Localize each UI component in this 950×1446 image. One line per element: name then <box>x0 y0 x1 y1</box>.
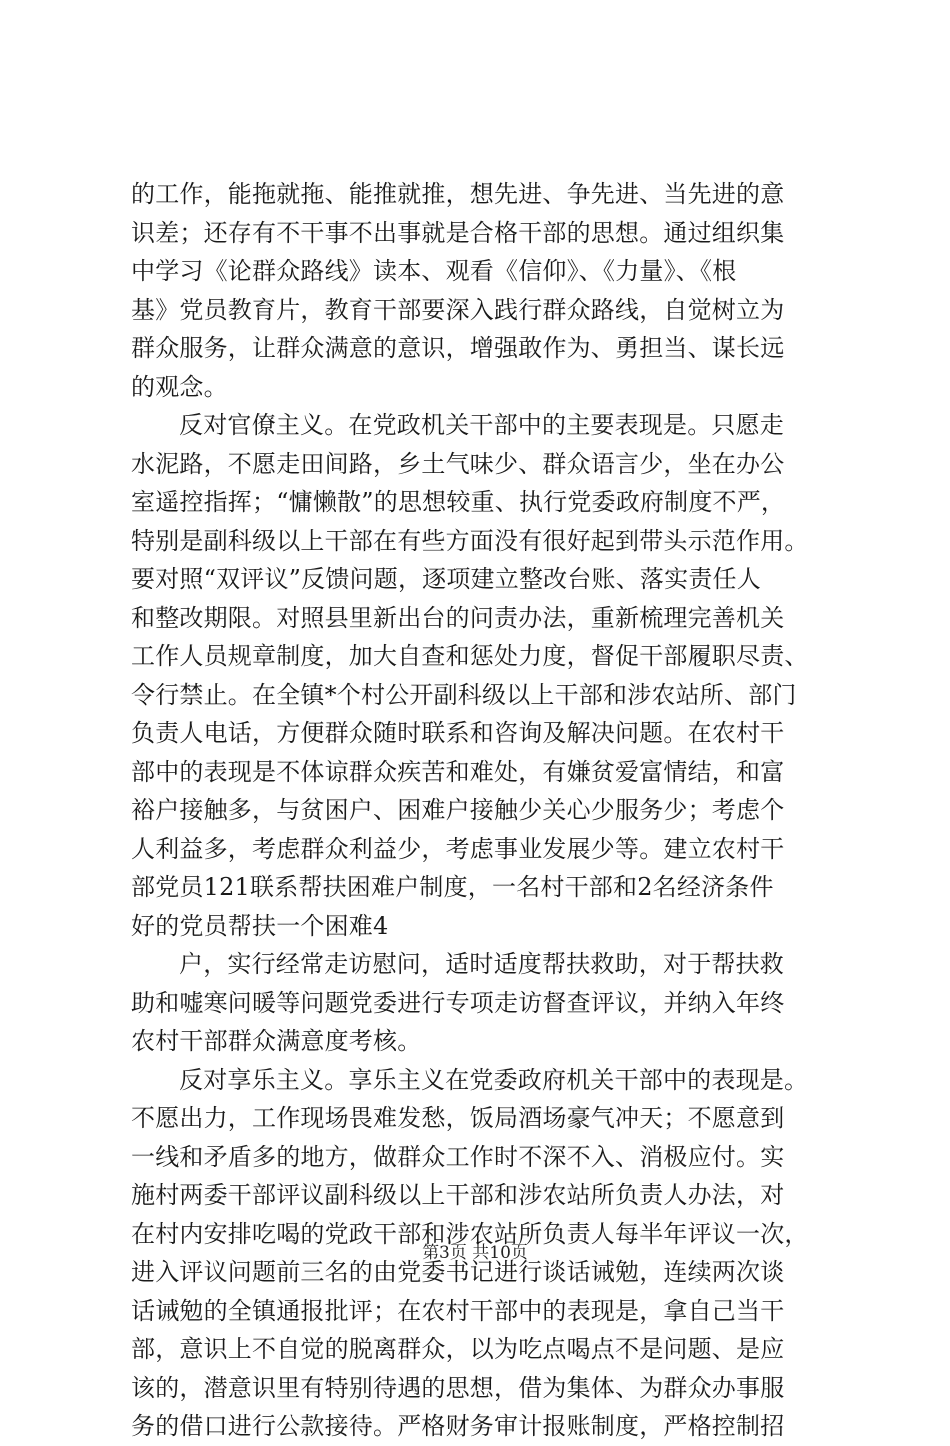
text-line: 要对照“双评议”反馈问题，逐项建立整改台账、落实责任人 <box>131 565 761 593</box>
paragraph-start-line: 反对享乐主义。享乐主义在党委政府机关干部中的表现是。 <box>179 1065 809 1094</box>
text-line: 该的，潜意识里有特别待遇的思想，借为集体、为群众办事服 <box>131 1373 785 1402</box>
text-line: 话诫勉的全镇通报批评；在农村干部中的表现是，拿自己当干 <box>131 1296 785 1325</box>
text-line: 的观念。 <box>131 372 228 401</box>
text-line: 施村两委干部评议副科级以上干部和涉农站所负责人办法，对 <box>131 1181 785 1209</box>
text-line: 进入评议问题前三名的由党委书记进行谈话诫勉，连续两次谈 <box>131 1258 785 1286</box>
text-line: 在村内安排吃喝的党政干部和涉农站所负责人每半年评议一次， <box>131 1219 809 1248</box>
text-line: 室遥控指挥；“慵懒散”的思想较重、执行党委政府制度不严， <box>131 488 786 516</box>
text-line: 务的借口进行公款接待。严格财务审计报账制度，严格控制招 <box>131 1412 785 1440</box>
text-line: 部，意识上不自觉的脱离群众，以为吃点喝点不是问题、是应 <box>131 1335 785 1363</box>
text-line: 工作人员规章制度，加大自查和惩处力度，督促干部履职尽责、 <box>131 642 809 670</box>
text-line: 群众服务，让群众满意的意识，增强敢作为、勇担当、谋长远 <box>131 334 785 362</box>
text-line: 农村干部群众满意度考核。 <box>131 1027 422 1055</box>
text-line: 的工作，能拖就拖、能推就推，想先进、争先进、当先进的意 <box>131 180 785 208</box>
page-number: 第3页 共10页 <box>422 1243 528 1263</box>
text-line: 部党员121联系帮扶困难户制度，一名村干部和2名经济条件 <box>131 873 774 901</box>
text-line: 裕户接触多，与贫困户、困难户接触少关心少服务少；考虑个 <box>131 796 785 824</box>
paragraph-start-line: 户，实行经常走访慰问，适时适度帮扶救助，对于帮扶救 <box>179 950 784 978</box>
page-footer <box>0 1241 950 1265</box>
text-line: 特别是副科级以上干部在有些方面没有很好起到带头示范作用。 <box>131 526 809 555</box>
text-line: 和整改期限。对照县里新出台的问责办法，重新梳理完善机关 <box>131 603 785 632</box>
text-line: 不愿出力，工作现场畏难发愁，饭局酒场豪气冲天；不愿意到 <box>131 1104 785 1132</box>
text-line: 水泥路，不愿走田间路，乡土气味少、群众语言少，坐在办公 <box>131 449 785 478</box>
text-line: 好的党员帮扶一个困难4 <box>131 911 389 940</box>
text-line: 识差；还存有不干事不出事就是合格干部的思想。通过组织集 <box>131 218 785 247</box>
text-line: 负责人电话，方便群众随时联系和咨询及解决问题。在农村干 <box>131 719 785 747</box>
text-line: 部中的表现是不体谅群众疾苦和难处，有嫌贫爱富情结，和富 <box>131 757 785 786</box>
text-line: 助和嘘寒问暖等问题党委进行专项走访督查评议，并纳入年终 <box>131 988 785 1017</box>
text-line: 基》党员教育片，教育干部要深入践行群众路线，自觉树立为 <box>131 295 785 324</box>
text-line: 中学习《论群众路线》读本、观看《信仰》、《力量》、《根 <box>131 257 737 285</box>
text-line: 人利益多，考虑群众利益少，考虑事业发展少等。建立农村干 <box>131 834 785 863</box>
text-line: 一线和矛盾多的地方，做群众工作时不深不入、消极应付。实 <box>131 1142 785 1171</box>
paragraph-start-line: 反对官僚主义。在党政机关干部中的主要表现是。只愿走 <box>179 411 784 439</box>
text-line: 令行禁止。在全镇*个村公开副科级以上干部和涉农站所、部门 <box>131 680 797 709</box>
